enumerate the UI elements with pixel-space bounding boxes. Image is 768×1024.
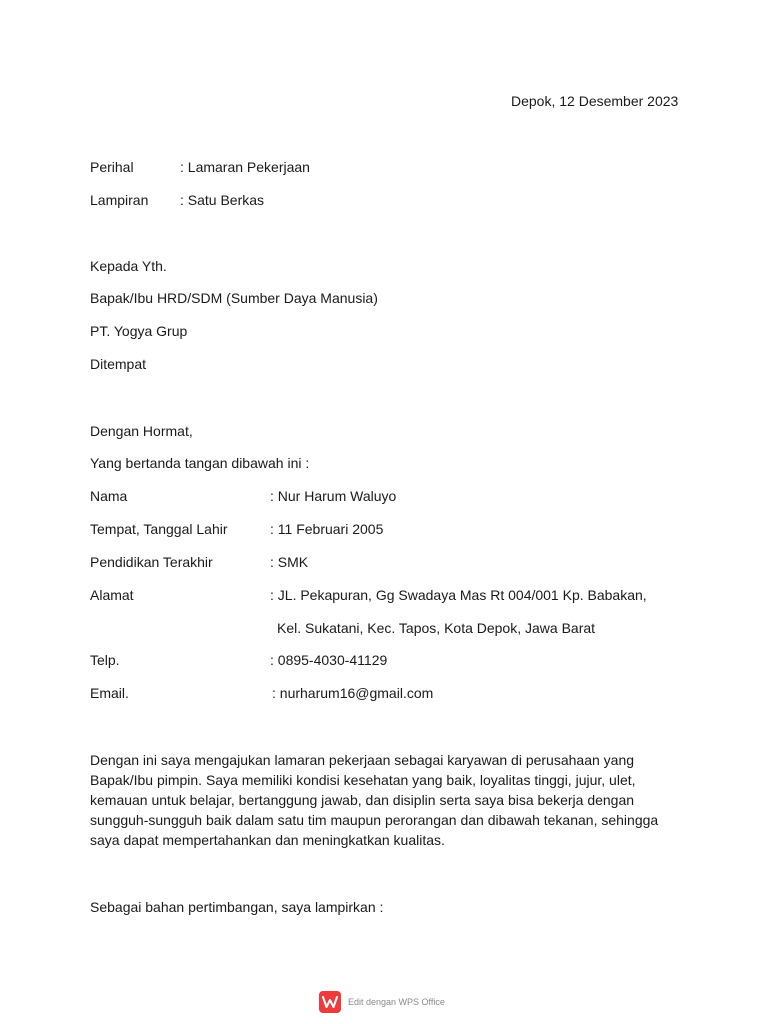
alamat-value-line-2: Kel. Sukatani, Kec. Tapos, Kota Depok, Jawa Barat xyxy=(277,620,596,636)
greeting: Dengan Hormat, xyxy=(90,423,193,439)
ttl-label: Tempat, Tanggal Lahir xyxy=(90,521,228,537)
email-value: : nurharum16@gmail.com xyxy=(272,685,434,701)
body-paragraph: Dengan ini saya mengajukan lamaran pekerjaan sebagai karyawan di perusahaan yang Bapak/Ibu pimpin. Saya memiliki kondisi kesehatan yang baik, loyalitas tinggi, jujur, ulet, kemauan untuk belajar, bertanggung jawab, dan disiplin serta saya bisa bekerja dengan sungguh-sungguh baik dalam satu tim maupun perorangan dan dibawah tekanan, sehingga saya dapat mempertahankan dan meningkatkan kualitas. xyxy=(90,752,659,848)
recipient-line-2: Bapak/Ibu HRD/SDM (Sumber Daya Manusia) xyxy=(90,290,378,306)
wps-footer[interactable] xyxy=(319,991,445,1013)
telp-label: Telp. xyxy=(90,652,120,668)
date-line: Depok, 12 Desember 2023 xyxy=(511,93,679,109)
lampiran-value: : Satu Berkas xyxy=(180,192,265,208)
wps-office-icon xyxy=(319,991,341,1013)
telp-value: : 0895-4030-41129 xyxy=(270,652,388,668)
alamat-value-line-1: : JL. Pekapuran, Gg Swadaya Mas Rt 004/001 Kp. Babakan, xyxy=(270,587,647,603)
pendidikan-label: Pendidikan Terakhir xyxy=(90,554,213,570)
perihal-value: : Lamaran Pekerjaan xyxy=(180,159,310,175)
alamat-label: Alamat xyxy=(90,587,134,603)
intro-line: Yang bertanda tangan dibawah ini : xyxy=(90,455,310,471)
attachment-intro: Sebagai bahan pertimbangan, saya lampirkan : xyxy=(90,899,384,915)
recipient-line-1: Kepada Yth. xyxy=(90,258,167,274)
email-label: Email. xyxy=(90,685,129,701)
perihal-label: Perihal xyxy=(90,159,134,175)
lampiran-label: Lampiran xyxy=(90,192,149,208)
nama-value: : Nur Harum Waluyo xyxy=(270,488,397,504)
pendidikan-value: : SMK xyxy=(270,554,309,570)
recipient-line-4: Ditempat xyxy=(90,356,147,372)
nama-label: Nama xyxy=(90,488,128,504)
ttl-value: : 11 Februari 2005 xyxy=(270,521,384,537)
recipient-line-3: PT. Yogya Grup xyxy=(90,323,188,339)
wps-footer-text: Edit dengan WPS Office xyxy=(348,997,445,1007)
